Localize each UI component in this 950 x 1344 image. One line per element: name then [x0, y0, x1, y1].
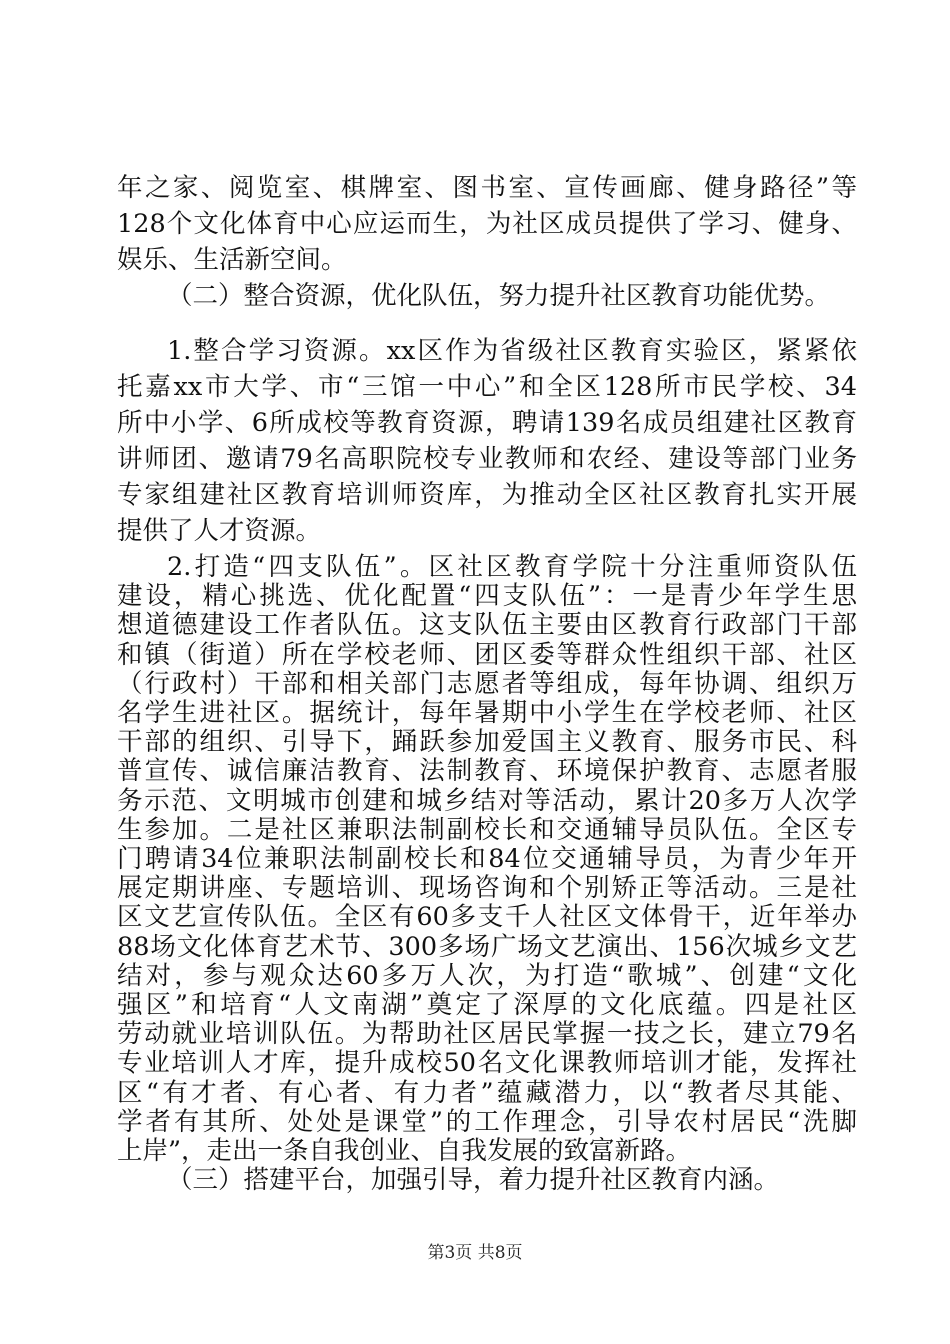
text-line: 建设，精心挑选、优化配置“四支队伍”：一是青少年学生思: [117, 581, 857, 611]
text-line: 讲师团、邀请79名高职院校专业教师和农经、建设等部门业务: [117, 444, 857, 474]
text-line: 年之家、阅览室、棋牌室、图书室、宣传画廊、健身路径”等: [117, 173, 857, 203]
section-heading: （三）搭建平台，加强引导，着力提升社区教育内涵。: [167, 1165, 780, 1195]
text-line: （行政村）干部和相关部门志愿者等组成，每年协调、组织万: [117, 669, 857, 699]
text-line: 上岸”，走出一条自我创业、自我发展的致富新路。: [117, 1136, 692, 1166]
text-line: 区“有才者、有心者、有力者”蕴藏潜力，以“教者尽其能、: [117, 1078, 857, 1108]
text-line: 2.打造“四支队伍”。区社区教育学院十分注重师资队伍: [167, 552, 857, 582]
text-line: 门聘请34位兼职法制副校长和84位交通辅导员，为青少年开: [117, 844, 857, 874]
text-line: 务示范、文明城市创建和城乡结对等活动，累计20多万人次学: [117, 786, 857, 816]
text-line: 托嘉xx市大学、市“三馆一中心”和全区128所市民学校、34: [117, 372, 857, 402]
text-line: 娱乐、生活新空间。: [117, 245, 347, 275]
text-line: 展定期讲座、专题培训、现场咨询和个别矫正等活动。三是社: [117, 873, 857, 903]
text-line: 名学生进社区。据统计，每年暑期中小学生在学校老师、社区: [117, 698, 857, 728]
text-line: 88场文化体育艺术节、300多场广场文艺演出、156次城乡文艺: [117, 932, 857, 962]
text-line: 普宣传、诚信廉洁教育、法制教育、环境保护教育、志愿者服: [117, 756, 857, 786]
text-line: 区文艺宣传队伍。全区有60多支千人社区文体骨干，近年举办: [117, 902, 857, 932]
page-number-footer: 第3页 共8页: [427, 1243, 523, 1263]
text-line: 专家组建社区教育培训师资库，为推动全区社区教育扎实开展: [117, 480, 857, 510]
text-line: 干部的组织、引导下，踊跃参加爱国主义教育、服务市民、科: [117, 727, 857, 757]
text-line: 劳动就业培训队伍。为帮助社区居民掌握一技之长，建立79名: [117, 1019, 857, 1049]
text-line: 128个文化体育中心应运而生，为社区成员提供了学习、健身、: [117, 209, 857, 239]
text-line: 想道德建设工作者队伍。这支队伍主要由区教育行政部门干部: [117, 610, 857, 640]
text-line: 强区”和培育“人文南湖”奠定了深厚的文化底蕴。四是社区: [117, 990, 857, 1020]
section-heading: （二）整合资源，优化队伍，努力提升社区教育功能优势。: [167, 281, 831, 311]
text-line: 生参加。二是社区兼职法制副校长和交通辅导员队伍。全区专: [117, 815, 857, 845]
text-line: 提供了人才资源。: [117, 516, 322, 546]
text-line: 学者有其所、处处是课堂”的工作理念，引导农村居民“洗脚: [117, 1107, 857, 1137]
text-line: 专业培训人才库，提升成校50名文化课教师培训才能，发挥社: [117, 1048, 857, 1078]
text-line: 1.整合学习资源。xx区作为省级社区教育实验区，紧紧依: [167, 336, 857, 366]
text-line: 结对，参与观众达60多万人次，为打造“歌城”、创建“文化: [117, 961, 857, 991]
text-line: 所中小学、6所成校等教育资源，聘请139名成员组建社区教育: [117, 408, 857, 438]
text-line: 和镇（街道）所在学校老师、团区委等群众性组织干部、社区: [117, 640, 857, 670]
